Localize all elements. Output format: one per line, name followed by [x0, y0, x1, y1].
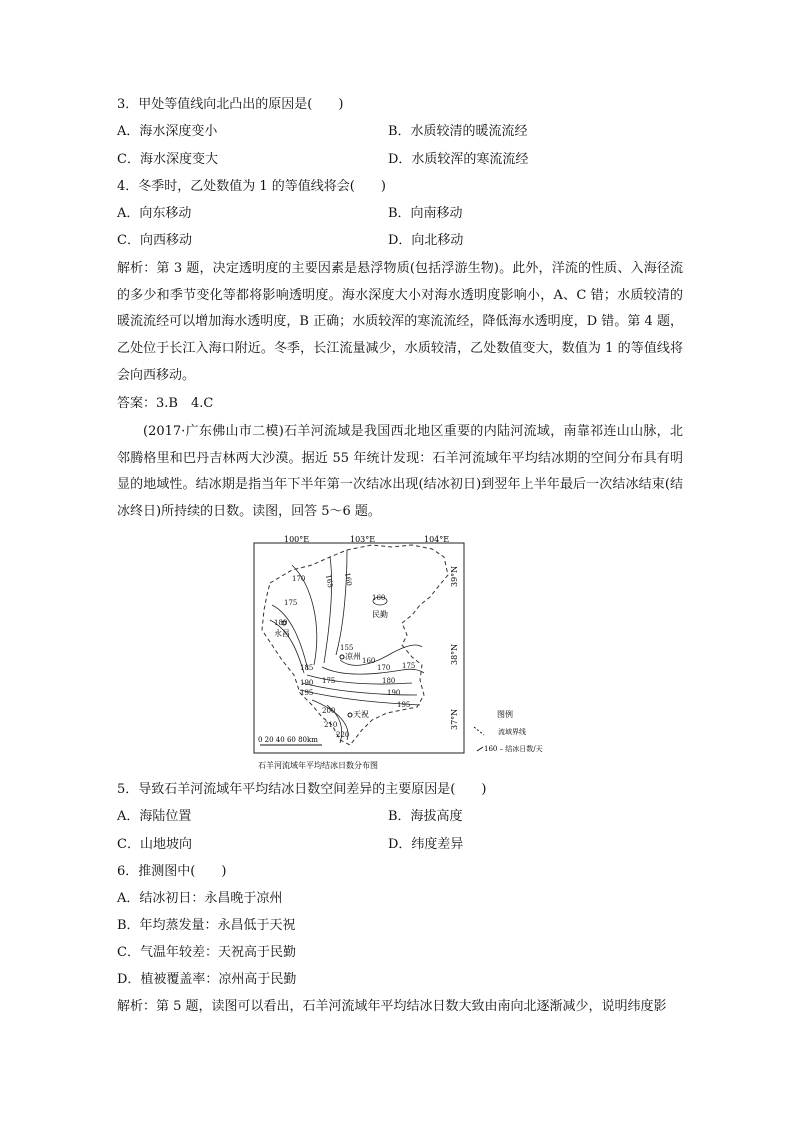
intro-paragraph: (2017·广东佛山市二模)石羊河流域是我国西北地区重要的内陆河流域，南靠祁连山山脉，北邻腾格里和巴丹吉林两大沙漠。据近 55 年统计发现：石羊河流域年平均结冰期的空间分布具有明显的地域性。结冰期是指当年下半年第一次结冰出现(结冰初日)到翌年上半年最后一次结冰结束(结冰终日)所持续的日数。读图，回答 5～6 题。	[117, 424, 683, 520]
q6-option-a: A．结冰初日：永昌晚于凉州	[117, 891, 283, 906]
q4-option-b: B．向南移动	[388, 206, 463, 221]
contour-label-180b: 180	[382, 677, 396, 685]
lat-label-39: 39°N	[450, 565, 459, 587]
lon-label-100: 100°E	[284, 535, 310, 544]
city-marker	[348, 713, 352, 717]
contour-line	[336, 550, 347, 655]
contour-label-210: 210	[324, 721, 338, 729]
legend-boundary-symbol	[474, 727, 484, 735]
contour-label-175b: 175	[402, 662, 416, 670]
contour-label-200: 200	[322, 707, 336, 715]
q3-option-c: C．海水深度变大	[117, 152, 218, 167]
q4-option-a: A．向东移动	[117, 206, 192, 221]
q5-option-a: A．海陆位置	[117, 809, 192, 824]
contour-label-185: 185	[300, 664, 314, 672]
lat-label-38: 38°N	[450, 643, 459, 665]
contour-label-190b: 190	[387, 689, 401, 697]
q4-option-d: D．向北移动	[388, 233, 464, 248]
q5-option-b: B．海拔高度	[388, 809, 463, 824]
contour-label-170: 170	[292, 575, 306, 583]
question-5-stem: 5．导致石羊河流域年平均结冰日数空间差异的主要原因是( )	[117, 782, 487, 797]
q5-option-d: D．纬度差异	[388, 837, 464, 852]
answer-line: 答案：3.B 4.C	[117, 396, 214, 411]
contour-label-160: 160	[343, 571, 354, 587]
q6-option-d: D．植被覆盖率：凉州高于民勤	[117, 972, 297, 987]
legend-title: 图例	[497, 710, 513, 719]
contour-label-160b: 160	[372, 594, 386, 602]
contour-map-figure	[252, 535, 552, 771]
contour-label-180: 180	[274, 619, 288, 627]
q3-option-d: D．水质较浑的寒流流经	[388, 152, 529, 167]
q6-option-b: B．年均蒸发量：永昌低于天祝	[117, 918, 296, 933]
question-4-stem: 4．冬季时，乙处数值为 1 的等值线将会( )	[117, 179, 386, 194]
contour-map	[252, 535, 552, 771]
lon-label-103: 103°E	[350, 535, 376, 544]
contour-line	[270, 620, 304, 673]
legend-contour-symbol	[477, 747, 483, 751]
contour-label-170b: 170	[377, 664, 391, 672]
contour-line	[324, 557, 335, 663]
contour-label-155: 155	[340, 644, 354, 652]
contour-label-160c: 160	[362, 657, 376, 665]
contour-label-165: 165	[324, 573, 335, 589]
map-caption: 石羊河流域年平均结冰日数分布图	[258, 761, 378, 770]
legend-contour: 160 – 结冰日数/天	[484, 745, 543, 753]
city-liangzhou: 凉州	[345, 652, 361, 661]
q4-option-c: C．向西移动	[117, 233, 192, 248]
q3-option-a: A．海水深度变小	[117, 124, 218, 139]
contour-label-220: 220	[336, 731, 350, 739]
scale-label: 0 20 40 60 80km	[258, 736, 318, 744]
q5-option-c: C．山地坡向	[117, 837, 192, 852]
analysis-paragraph-1: 解析：第 3 题，决定透明度的主要因素是悬浮物质(包括浮游生物)。此外，洋流的性质、入海径流的多少和季节变化等都将影响透明度。海水深度大小对海水透明度影响小，A、C 错；水质较清的暖流流经可以增加海水透明度，B 正确；水质较浑的寒流流经，降低海水透明度，D 错。第 4 题，乙处位于长江入海口附近。冬季，长江流量减少，水质较清，乙处数值变大，数值为 1 的等值线将会向西移动。	[117, 261, 683, 383]
city-minqin: 民勤	[372, 610, 388, 619]
q3-option-b: B．水质较清的暖流流经	[388, 124, 528, 139]
contour-label-195: 195	[300, 689, 314, 697]
legend-boundary: 流域界线	[498, 728, 526, 736]
question-3-stem: 3．甲处等值线向北凸出的原因是( )	[117, 97, 344, 112]
lat-label-37: 37°N	[450, 708, 459, 730]
contour-label-175c: 175	[322, 677, 336, 685]
question-6-stem: 6．推测图中( )	[117, 864, 227, 879]
contour-label-175: 175	[284, 599, 298, 607]
contour-label-195b: 195	[397, 701, 411, 709]
q6-option-c: C．气温年较差：天祝高于民勤	[117, 945, 296, 960]
analysis-paragraph-2: 解析：第 5 题，读图可以看出，石羊河流域年平均结冰日数大致由南向北逐渐减少，说明纬度影	[117, 999, 667, 1014]
map-frame	[254, 543, 464, 753]
city-yongchang: 永昌	[274, 629, 290, 638]
city-marker	[340, 655, 344, 659]
city-tianzhu: 天祝	[353, 710, 369, 719]
lon-label-104: 104°E	[424, 535, 450, 544]
contour-label-190: 190	[300, 679, 314, 687]
